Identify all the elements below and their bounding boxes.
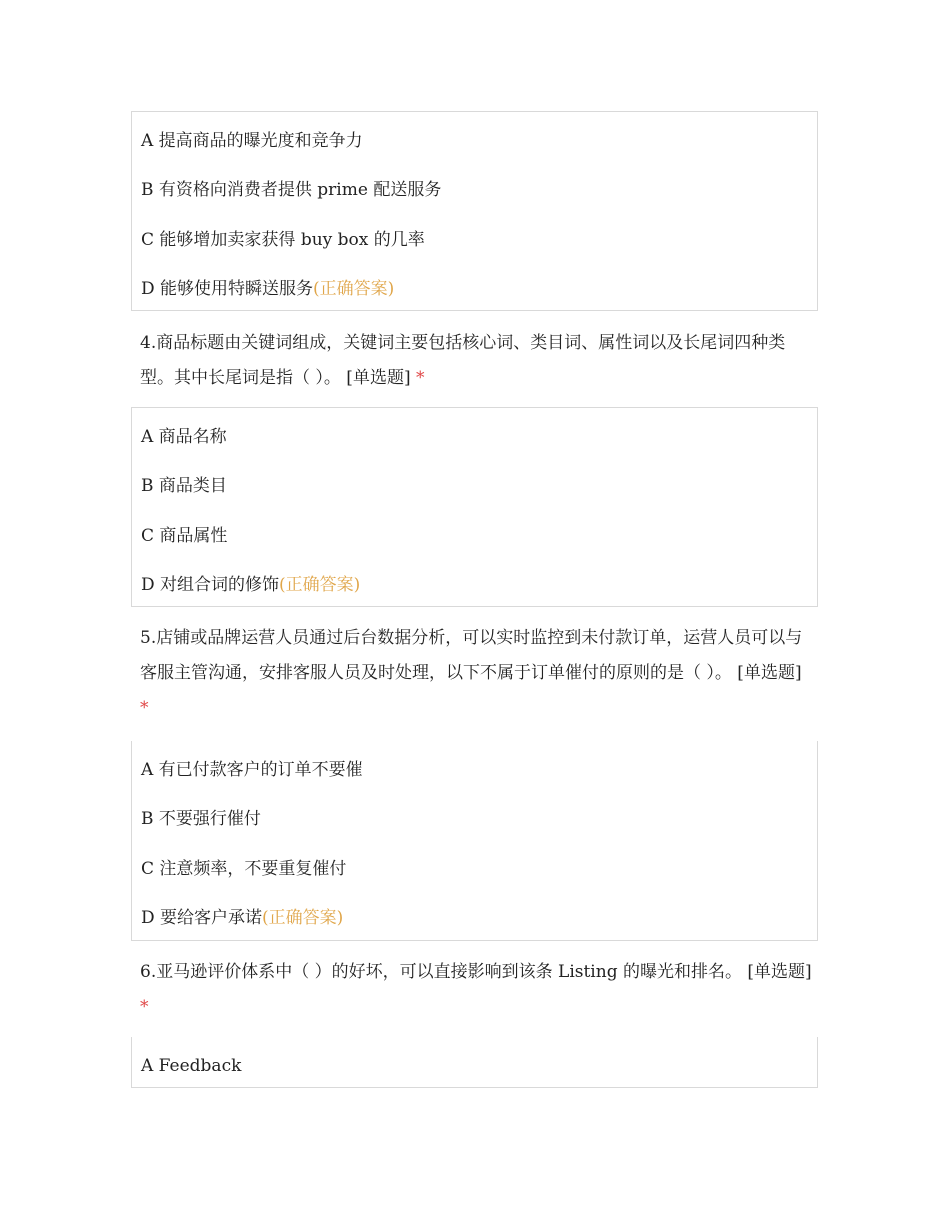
q5-option-a[interactable]	[141, 759, 363, 781]
option-label: C 商品属性	[141, 526, 228, 546]
q4-option-c[interactable]	[141, 525, 227, 547]
correct-answer-tag: (正确答案)	[262, 908, 344, 928]
required-star: *	[415, 368, 425, 388]
option-label: C 注意频率，不要重复催付	[141, 859, 347, 879]
q4-option-d[interactable]	[141, 574, 360, 596]
q4-option-b[interactable]	[141, 475, 227, 497]
option-label: B 有资格向消费者提供 prime 配送服务	[141, 180, 442, 200]
q5-option-b[interactable]	[141, 808, 261, 830]
q4-option-a[interactable]	[141, 426, 227, 448]
q5-option-c[interactable]	[141, 858, 346, 880]
option-label: D 要给客户承诺	[141, 908, 263, 928]
question-text: 5.店铺或品牌运营人员通过后台数据分析，可以实时监控到未付款订单，运营人员可以与客服主管沟通，安排客服人员及时处理，以下不属于订单催付的原则的是（ ）。 [单选题]	[140, 628, 803, 683]
q5-options-box	[131, 741, 818, 941]
q3-option-b[interactable]	[141, 179, 441, 201]
option-label: B 不要强行催付	[141, 809, 261, 829]
required-star: *	[140, 997, 149, 1017]
q5-question	[140, 621, 812, 726]
option-label: C 能够增加卖家获得 buy box 的几率	[141, 230, 425, 250]
q4-question	[140, 326, 812, 396]
question-text: 6.亚马逊评价体系中（ ）的好坏，可以直接影响到该条 Listing 的曝光和排名。 [单选题]	[140, 962, 812, 982]
option-label: A Feedback	[141, 1056, 242, 1076]
q3-option-a[interactable]	[141, 130, 363, 152]
option-label: B 商品类目	[141, 476, 227, 496]
q3-options-box	[131, 111, 818, 311]
option-label: A 提高商品的曝光度和竞争力	[141, 131, 363, 151]
q5-option-d[interactable]	[141, 907, 343, 929]
option-label: D 对组合词的修饰	[141, 575, 280, 595]
q6-question	[140, 955, 812, 1025]
question-text: 4.商品标题由关键词组成，关键词主要包括核心词、类目词、属性词以及长尾词四种类型。其中长尾词是指（ ）。 [单选题]	[140, 333, 786, 388]
option-label: A 商品名称	[141, 427, 227, 447]
q3-option-c[interactable]	[141, 229, 425, 251]
option-label: D 能够使用特瞬送服务	[141, 279, 314, 299]
option-label: A 有已付款客户的订单不要催	[141, 760, 363, 780]
q3-option-d[interactable]	[141, 278, 394, 300]
q4-options-box	[131, 407, 818, 607]
q6-options-box	[131, 1037, 818, 1088]
q6-option-a[interactable]	[141, 1055, 241, 1077]
required-star: *	[140, 698, 149, 718]
correct-answer-tag: (正确答案)	[279, 575, 361, 595]
correct-answer-tag: (正确答案)	[313, 279, 395, 299]
